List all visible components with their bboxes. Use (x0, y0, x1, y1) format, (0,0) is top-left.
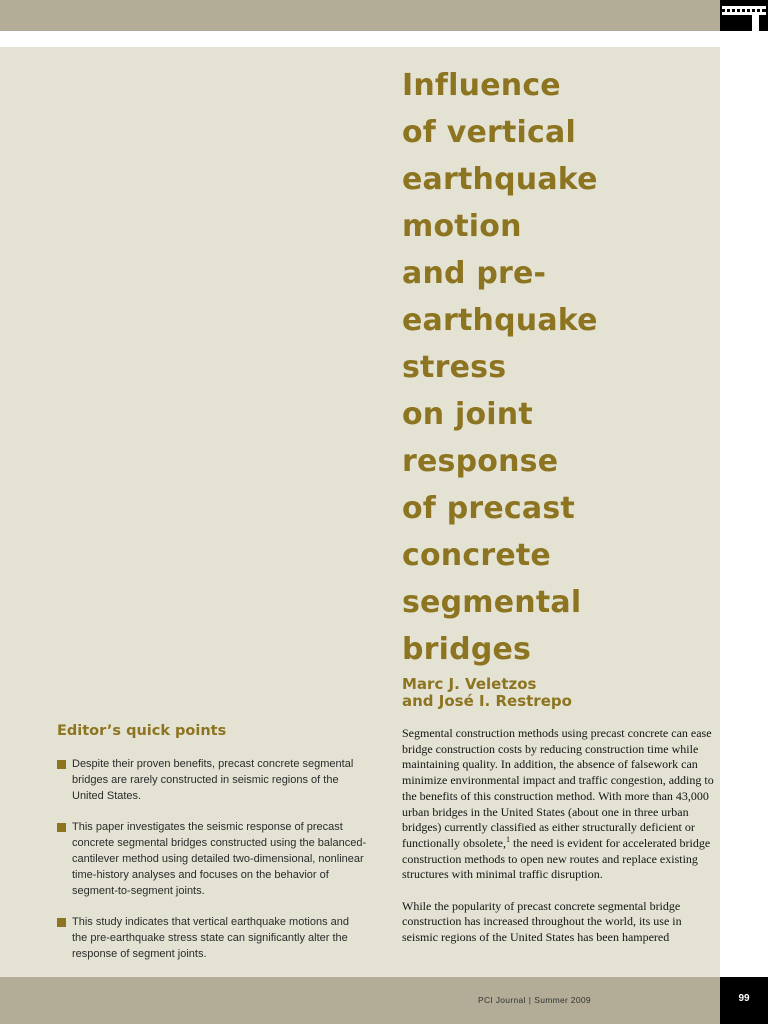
page-number: 99 (738, 993, 750, 1004)
quick-points-heading: Editor’s quick points (57, 723, 227, 739)
title-line: Influence (402, 68, 561, 103)
quick-point-item (57, 914, 367, 962)
square-bullet-icon (57, 823, 66, 832)
title-line: segmental (402, 585, 582, 620)
quick-point-item (57, 819, 367, 899)
citation-superscript: 1 (505, 834, 510, 844)
body-text-segment: Segmental construction methods using precast concrete can ease bridge construction costs by reducing construction time while maintaining quality. In addition, the absence of falsework can minimize environmental impact and traffic congestion, adding to the benefits of this construction method. With more than 43,000 urban bridges in the United States (about one in three urban bridges) currently classified as either structurally deficient or functionally obsolete, (402, 726, 714, 850)
quick-point-item (57, 756, 367, 804)
quick-point-text: This study indicates that vertical earthquake motions and the pre-earthquake stress state can significantly alter the response of segment joints. (72, 916, 349, 960)
footer-separator: | (528, 995, 532, 1005)
body-paragraph (402, 726, 716, 883)
bridge-logo-icon (720, 0, 768, 31)
title-line: of precast (402, 491, 575, 526)
title-line: bridges (402, 632, 532, 667)
title-line: of vertical (402, 115, 576, 150)
title-line: concrete (402, 538, 551, 573)
title-line: earthquake (402, 162, 598, 197)
article-body (402, 726, 716, 962)
title-line: earthquake (402, 303, 598, 338)
author-line: and José I. Restrepo (402, 692, 572, 710)
quick-point-text: This paper investigates the seismic response of precast concrete segmental bridges constructed using the balanced-cantilever method using detailed two-dimensional, nonlinear time-history analyses and focuses on the behavior of segment-to-segment joints. (72, 821, 367, 897)
title-line: response (402, 444, 559, 479)
title-line: stress (402, 350, 507, 385)
title-line: on joint (402, 397, 533, 432)
author-line: Marc J. Veletzos (402, 675, 537, 693)
body-paragraph: While the popularity of precast concrete segmental bridge construction has increased throughout the world, its use in seismic regions of the United States has been hampered (402, 898, 682, 945)
title-line: and pre- (402, 256, 547, 291)
article-authors (402, 676, 712, 710)
quick-points-list (57, 756, 367, 977)
quick-point-text: Despite their proven benefits, precast concrete segmental bridges are rarely constructed in seismic regions of the United States. (72, 758, 354, 802)
journal-name: PCI Journal (478, 995, 526, 1005)
title-line: motion (402, 209, 522, 244)
square-bullet-icon (57, 760, 66, 769)
journal-issue: Summer 2009 (534, 995, 591, 1005)
body-text-segment: the need is evident for accelerated bridge construction methods to open new routes and replace existing structures with minimal traffic disruption. (402, 835, 711, 882)
page-footer (478, 995, 718, 1005)
square-bullet-icon (57, 918, 66, 927)
article-title (402, 62, 712, 673)
top-band (0, 0, 720, 31)
